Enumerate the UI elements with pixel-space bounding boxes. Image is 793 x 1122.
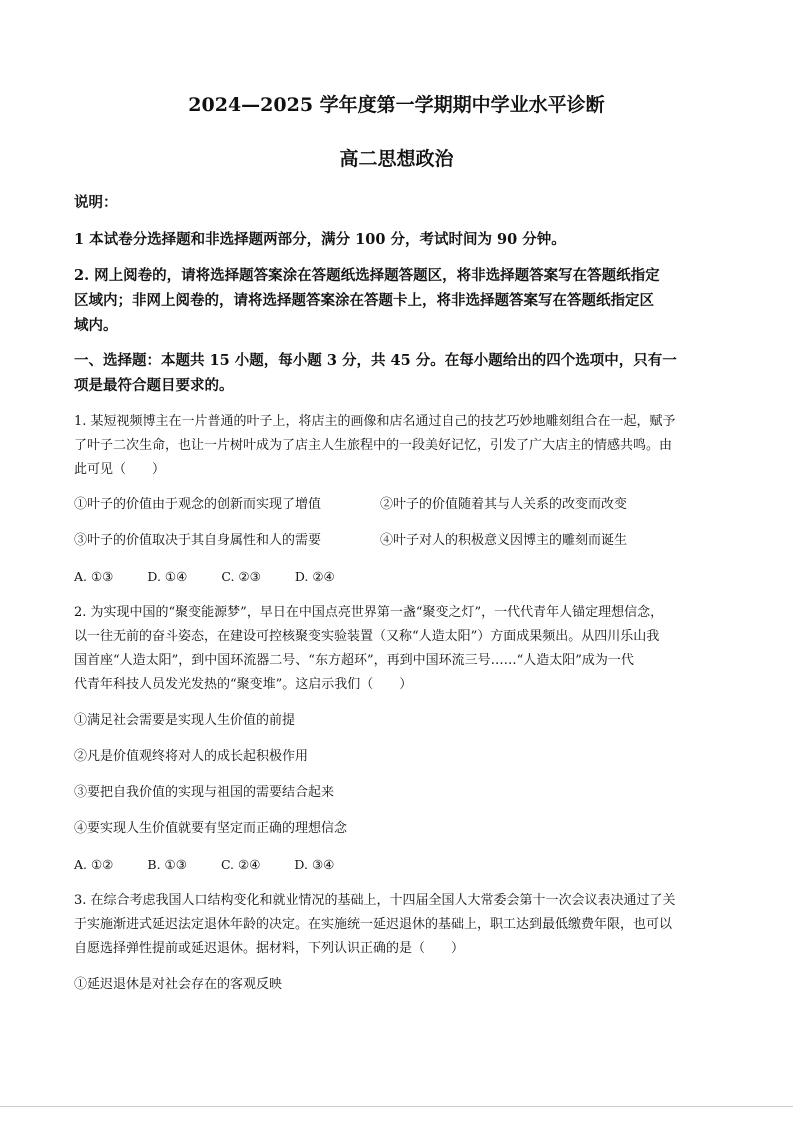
page-bottom-divider: [0, 1106, 793, 1107]
section-heading-line-2: 项是最符合题目要求的。: [74, 377, 234, 394]
section-heading-line-1: 一、选择题：本题共 15 小题，每小题 3 分，共 45 分。在每小题给出的四个选项中，只有一: [74, 352, 677, 369]
q1-stem-line-2: 了叶子二次生命，也让一片树叶成为了店主人生旅程中的一段美好记忆，引发了广大店主的情感共鸣。由: [74, 438, 673, 453]
q3-stem-line-3: 自愿选择弹性提前或延迟退休。据材料，下列认识正确的是（ ）: [74, 941, 465, 956]
q3-stem-line-2: 于实施渐进式延迟法定退休年龄的决定。在实施统一延迟退休的基础上，职工达到最低缴费年限，也可以: [74, 917, 673, 932]
q2-answer-c: C. ②④: [220, 857, 261, 872]
q2-option-3: ③要把自我价值的实现与祖国的需要结合起来: [74, 785, 335, 800]
instruction-item-2-line-2: 区域内；非网上阅卷的，请将选择题答案涂在答题卡上，将非选择题答案写在答题纸指定区: [74, 292, 654, 309]
q2-option-2: ②凡是价值观终将对人的成长起积极作用: [74, 749, 309, 764]
q2-option-1: ①满足社会需要是实现人生价值的前提: [74, 713, 296, 728]
q1-answer-b: D. ①④: [147, 569, 188, 584]
q2-answer-b: B. ①③: [147, 857, 187, 872]
instructions-heading: 说明：: [74, 194, 118, 211]
q1-option-3: ③叶子的价值取决于其自身属性和人的需要: [74, 533, 322, 548]
q1-option-2: ②叶子的价值随着其与人关系的改变而改变: [380, 497, 628, 512]
q1-answer-a: A. ①③: [74, 569, 114, 584]
q2-option-4: ④要实现人生价值就要有坚定而正确的理想信念: [74, 821, 348, 836]
q1-answer-d: D. ②④: [294, 569, 335, 584]
q1-option-1: ①叶子的价值由于观念的创新而实现了增值: [74, 497, 322, 512]
q1-option-4: ④叶子对人的积极意义因博主的雕刻而诞生: [380, 533, 628, 548]
q2-answer-a: A. ①②: [74, 857, 114, 872]
q1-answer-c: C. ②③: [221, 569, 261, 584]
q1-stem-line-3: 此可见（ ）: [74, 462, 166, 477]
q2-stem-line-4: 代青年科技人员发光发热的“聚变堆”。这启示我们（ ）: [74, 677, 413, 692]
q3-option-1: ①延迟退休是对社会存在的客观反映: [74, 977, 283, 992]
q2-stem-line-2: 以一往无前的奋斗姿态，在建设可控核聚变实验装置（又称“人造太阳”）方面成果频出。从四川乐山我: [74, 629, 660, 644]
instruction-item-2-line-1: 2. 网上阅卷的，请将选择题答案涂在答题纸选择题答题区，将非选择题答案写在答题纸指定: [74, 267, 660, 284]
q1-answer-choices: [74, 565, 369, 589]
instruction-item-1: 1 本试卷分选择题和非选择题两部分，满分 100 分，考试时间为 90 分钟。: [74, 231, 566, 248]
q3-stem-line-1: 3. 在综合考虑我国人口结构变化和就业情况的基础上，十四届全国人大常委会第十一次会议表决通过了关: [74, 893, 676, 908]
q2-stem-line-1: 2. 为实现中国的“聚变能源梦”，早日在中国点亮世界第一盏“聚变之灯”，一代代青年人锚定理想信念，: [74, 605, 664, 620]
q2-answer-d: D. ③④: [294, 857, 335, 872]
q1-stem-line-1: 1. 某短视频博主在一片普通的叶子上，将店主的画像和店名通过自己的技艺巧妙地雕刻组合在一起，赋予: [74, 414, 676, 429]
q2-stem-line-3: 国首座“人造太阳”，到中国环流器二号、“东方超环”，再到中国环流三号……“人造太阳”成为一代: [74, 653, 634, 668]
q2-answer-choices: [74, 853, 368, 877]
subject-title: 高二思想政治: [339, 148, 454, 170]
exam-title: 2024—2025 学年度第一学期期中学业水平诊断: [188, 94, 605, 116]
instruction-item-2-line-3: 域内。: [74, 317, 118, 334]
